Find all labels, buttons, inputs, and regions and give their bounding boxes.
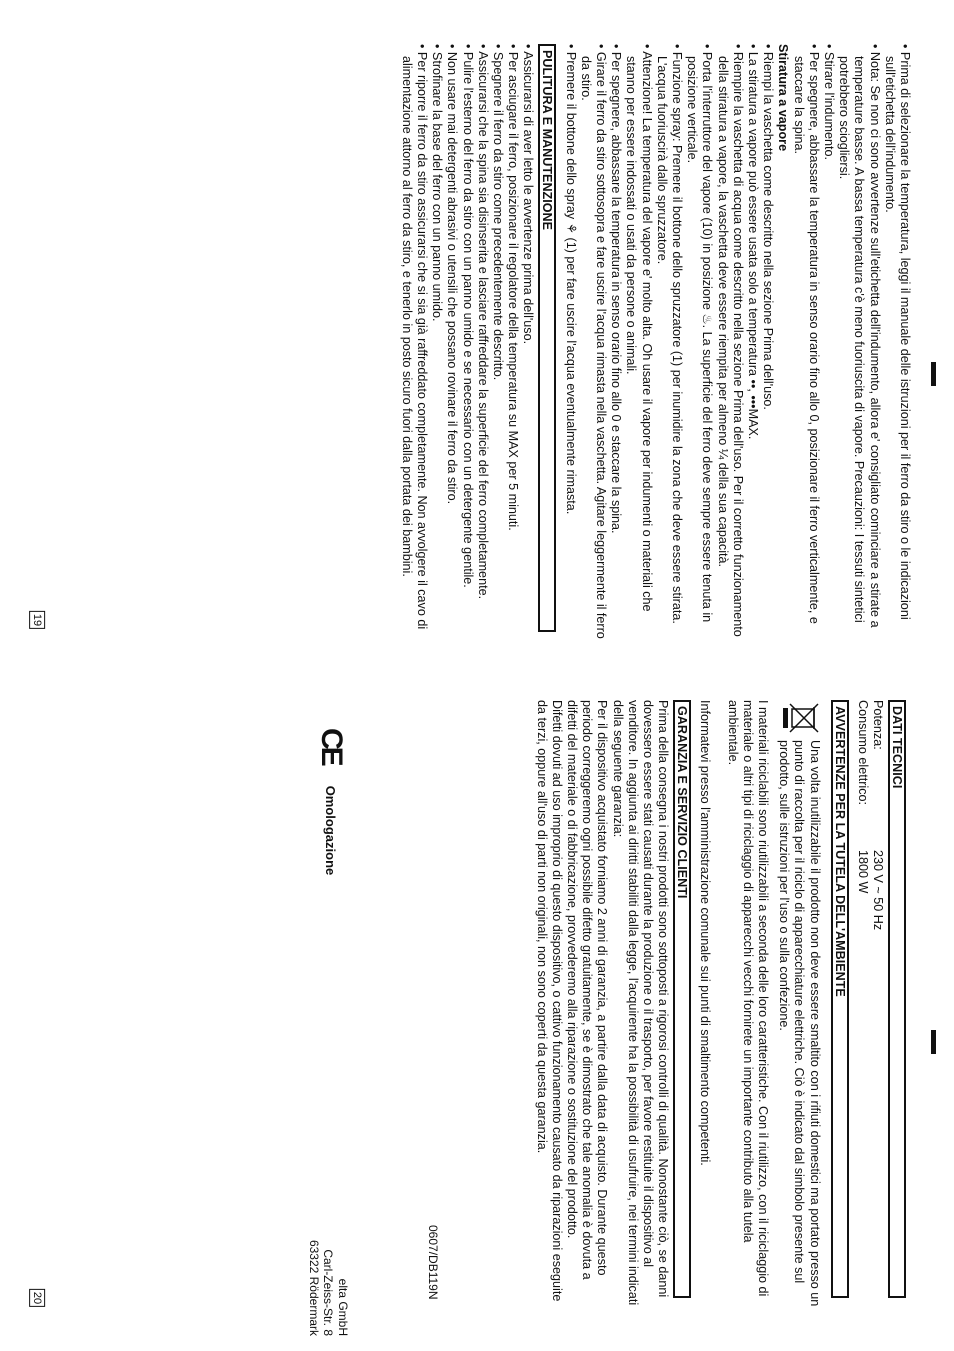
bullet-item: • Riempire la vaschetta di acqua come descritto nella sezione Prima dell'uso. Per il corretto funzionamento della stiratura a vapore, la vaschetta deve essere riempita per almeno ¼ della sua capacità. bbox=[714, 44, 744, 644]
technical-data-row bbox=[855, 700, 870, 1310]
bullet-item: • Per riporre il ferro da stiro assicurarsi che si sia già raffreddato completamente. Non avvolgere il cavo di alimentazione attorno al ferro da stiro, e tenerlo in posto sicuro fuori dalla portata dei bambini. bbox=[399, 44, 429, 644]
section-heading-technical-data: DATI TECNICI bbox=[888, 700, 906, 1298]
bullet-item: • Premere il bottone dello spray ⚘ (1) per fare uscire l'acqua eventualmente rimasta. bbox=[562, 44, 577, 644]
page-number: 20 bbox=[29, 1289, 45, 1307]
recycle-text: I materiali riciclabili sono riutilizzabili a seconda delle loro caratteristiche. Con il riutilizzo, con il riciclaggio di materiale o altri tipi di riciclaggio di apparecchi vecchi fornirete un importante contributo alla tutela ambientale. bbox=[725, 700, 770, 1297]
page-marker-bar bbox=[931, 362, 936, 386]
bullet-item: • Stirare l'indumento. bbox=[821, 44, 836, 644]
section-heading-maintenance: PULITURA E MANUTENZIONE bbox=[538, 44, 556, 632]
bullet-item: • Attenzione! La temperatura del vapore e' molto alta. Oh usare il vapore per indumenti o materiali che stanno per essere indossati o usati da persone o animali. bbox=[623, 44, 653, 644]
bullet-item: • Pulire l'esterno del ferro da stiro con un panno umido e se necessario con un detergente gentile. bbox=[459, 44, 474, 644]
technical-data-table bbox=[855, 700, 885, 1310]
bullet-item: • Riempi la vaschetta come descritto nella sezione Prima dell'uso. bbox=[760, 44, 775, 644]
bullet-item: • Strofinare la base del ferro con un panno umido. bbox=[429, 44, 444, 644]
bullet-item: • Per spegnere, abbassare la temperatura in senso orario fino allo 0, posizionare il ferro verticalmente, e staccare la spina. bbox=[790, 44, 820, 644]
technical-data-label: Consumo elettrico: bbox=[855, 700, 870, 805]
address-line: 63322 Rödermark bbox=[307, 1239, 321, 1336]
disposal-info-text: Informatevi presso l'amministrazione comunale sui punti di smaltimento competenti. bbox=[698, 700, 713, 1166]
homologation-label: Omologazione bbox=[323, 785, 339, 876]
technical-data-label: Potenza: bbox=[871, 700, 885, 750]
maintenance-bullet-list bbox=[399, 44, 536, 644]
warranty-paragraph: Difetti dovuti ad uso improprio di questo dispositivo, o cattivo funzionamento causato da riparazioni eseguite da terzi, oppure all'uso di parti non originali, non sono coperti da questa garanzia. bbox=[534, 700, 564, 1302]
section-subheading: Stiratura a vapore bbox=[776, 44, 791, 152]
weee-notice bbox=[776, 700, 822, 1310]
section-heading-environment: AVVERTENZE PER LA TUTELA DELL'AMBIENTE bbox=[831, 700, 849, 1298]
ce-mark-logo: CE bbox=[315, 728, 348, 764]
technical-data-value: 230 V ~ 50 Hz bbox=[871, 850, 885, 931]
page-marker-bar bbox=[931, 1030, 936, 1054]
bullet-item: • Per asciugare il ferro, posizionare il regolatore della temperatura su MAX per 5 minuti. bbox=[505, 44, 520, 644]
page-number: 19 bbox=[29, 611, 45, 629]
warranty-paragraph: Per il dispositivo acquistato forniamo 2 anni di garanzia, a partire dalla data di acquisto. Durante questo periodo correggeremo ogni possibile difetto gratuitamente, se è dimostrato che tale anomalia è dovuta a difetti del materiale o di fabbricazione, provvederemo alla riparazione o sostituzione del prodotto. bbox=[564, 700, 610, 1280]
steam-bullet-list bbox=[562, 44, 775, 644]
bullet-item: • Nota: Se non ci sono avvertenze sull'etichetta dell'indumento, allora e' consigliato cominciare a stirate a temperature basse. A bassa temperatura c'è meno fuoriuscita di vapore. Precauzioni: I tessuti sintetici potrebbero sciogliersi. bbox=[836, 44, 882, 644]
bullet-item: • Per spegnere, abbassare la temperatura in senso orario fino allo 0 e staccare la spina. bbox=[608, 44, 623, 644]
bullet-item: • Porta l'interruttore del vapore (10) in posizione ♨. La superficie del ferro deve sempre essere tenuta in posizione verticale. bbox=[684, 44, 714, 644]
bullet-item: • La stiratura a vapore può essere usata solo a temperatura ••, •••MAX. bbox=[745, 44, 760, 644]
bullet-item: • Non usare mai detergenti abrasivi o utensili che possano rovinare il ferro da stiro. bbox=[444, 44, 459, 644]
intro-bullet-list bbox=[790, 44, 912, 644]
homologation-block bbox=[314, 728, 348, 928]
crossed-bin-icon bbox=[776, 700, 822, 740]
address-line: Carl-Zeiss-Str. 8 bbox=[321, 1249, 336, 1336]
technical-data-value: 1800 W bbox=[855, 850, 870, 894]
page-19-content bbox=[399, 44, 913, 644]
warranty-paragraph: Prima della consegna i nostri prodotti sono sottoposti a rigorosi controlli di qualità. Nonostante ciò, se danni dovessero essere stati causati durante la produzione o il trasporto, per favore restituite il dispositivo al venditore. In aggiunta ai diritti stabiliti dalla legge, l'acquirente ha la possibilità di usufruire, nei termini indicati della seguente garanzia: bbox=[610, 700, 671, 1306]
bullet-item: • Prima di selezionare la temperatura, leggi il manuale delle istruzioni per il ferro da stiro o le indicazioni sull'etichetta dell'indumento. bbox=[882, 44, 912, 644]
bullet-item: • Assicurarsi che la spina sia disinserita e lasciare raffreddare la superficie del ferro completamente. bbox=[475, 44, 490, 644]
page-20-content bbox=[533, 700, 912, 1310]
document-code: 0607/DB119N bbox=[426, 1225, 440, 1300]
weee-text: Una volta inutilizzabile il prodotto non deve essere smaltito con i rifiuti domestici ma portato presso un punto di raccolta per il riciclo di apparecchiature elettriche. Ciò è indicato dal simbolo presente sul prodotto, sulle istruzioni per l'uso o sulla confezione. bbox=[777, 740, 822, 1307]
bullet-item: • Funzione spray: Premere il bottone dello spruzzatore (1) per inumidire la zona che deve essere stirata. L'acqua fuoriuscirà dallo spruzzatore. bbox=[654, 44, 684, 644]
bullet-item: • Spegnere il ferro da stiro come precedentemente descritto. bbox=[490, 44, 505, 644]
technical-data-row bbox=[870, 700, 885, 1310]
section-heading-warranty: GARANZIA E SERVIZIO CLIENTI bbox=[673, 700, 691, 1298]
bullet-item: • Girare il ferro da stiro sottosopra e fare uscire l'acqua rimasta nella vaschetta. Agitare leggermente il ferro da stiro. bbox=[578, 44, 608, 644]
bullet-item: • Assicurarsi di aver letto le avvertenze prima dell'uso. bbox=[520, 44, 535, 644]
manufacturer-address bbox=[307, 1236, 351, 1336]
address-line: elta GmbH bbox=[336, 1278, 350, 1336]
